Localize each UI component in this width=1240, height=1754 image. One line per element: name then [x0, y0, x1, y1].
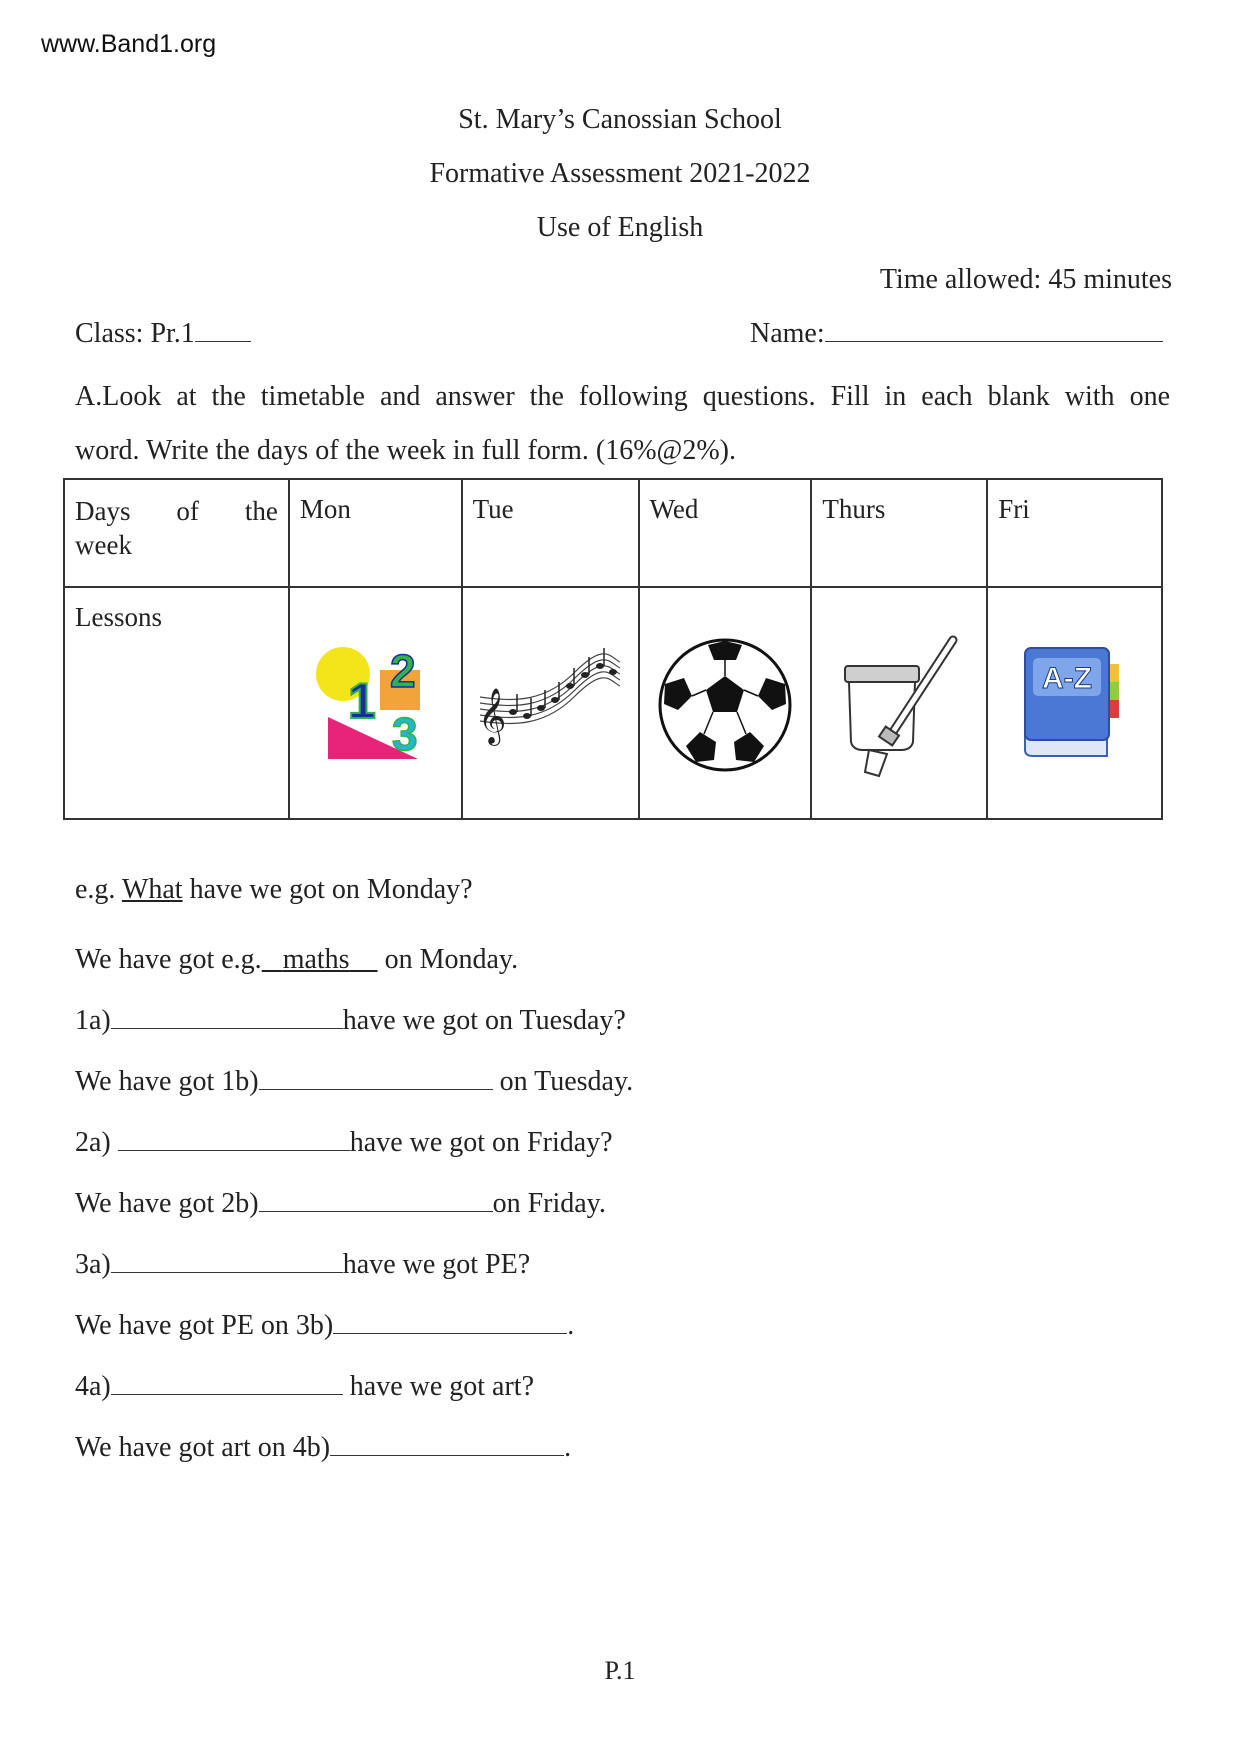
q2b-text: on Friday.: [492, 1188, 606, 1219]
q3b-label: We have got PE on 3b): [75, 1310, 334, 1341]
page-number: P.1: [604, 1656, 636, 1685]
q3b-text: .: [567, 1310, 575, 1341]
class-label: Class: Pr.1: [75, 318, 195, 349]
music-notes-icon: [475, 642, 625, 752]
subject-title: Use of English: [536, 212, 704, 243]
name-field: [750, 318, 1163, 350]
school-name: St. Mary’s Canossian School: [458, 104, 782, 135]
paint-brush-icon: [829, 630, 969, 780]
q4b-text: .: [564, 1432, 572, 1463]
question-1a: [75, 1005, 626, 1037]
q2a-blank[interactable]: [118, 1128, 350, 1151]
example-answer-tail: on Monday.: [384, 944, 519, 975]
instructions-line-1: A.Look at the timetable and answer the following questions. Fill in each blank with one: [75, 381, 1170, 412]
instructions-line-2: word. Write the days of the week in full form. (16%@2%).: [75, 435, 736, 466]
q4a-blank[interactable]: [111, 1372, 343, 1395]
q4b-label: We have got art on 4b): [75, 1432, 331, 1463]
q2a-label: 2a): [75, 1127, 111, 1158]
maths-digit-2: 2: [390, 645, 416, 697]
example-rest: have we got on Monday?: [189, 874, 473, 905]
question-1b: [75, 1066, 633, 1098]
site-url: www.Band1.org: [41, 30, 217, 58]
svg-text:𝄞: 𝄞: [478, 688, 507, 744]
days-header-cell: [64, 479, 289, 587]
q1a-text: have we got on Tuesday?: [342, 1005, 626, 1036]
day-cell-mon: Mon: [289, 479, 462, 587]
days-header-text: Days of the: [75, 496, 278, 526]
question-3b: [75, 1310, 574, 1342]
q1b-blank[interactable]: [259, 1067, 493, 1090]
day-cell-wed: Wed: [639, 479, 812, 587]
time-allowed: Time allowed: 45 minutes: [879, 264, 1172, 295]
example-question: [75, 874, 473, 906]
q3a-text: have we got PE?: [342, 1249, 531, 1280]
q1b-text: on Tuesday.: [499, 1066, 634, 1097]
lesson-cell-tue: [462, 587, 639, 819]
q4a-label: 4a): [75, 1371, 111, 1402]
day-cell-fri: Fri: [987, 479, 1162, 587]
example-word: What: [121, 874, 183, 905]
dictionary-book-icon: [1015, 642, 1135, 762]
assessment-title: Formative Assessment 2021-2022: [429, 158, 811, 189]
class-field: [75, 318, 251, 350]
day-cell-thurs: Thurs: [811, 479, 987, 587]
name-label: Name:: [750, 318, 825, 349]
example-answer: [75, 944, 518, 976]
maths-digit-3: 3: [392, 708, 418, 760]
question-2a: [75, 1127, 613, 1159]
day-cell-tue: Tue: [462, 479, 639, 587]
example-answer-word: [262, 944, 378, 975]
days-header-text-2: week: [75, 530, 132, 560]
q2a-text: have we got on Friday?: [349, 1127, 613, 1158]
q4b-blank[interactable]: [330, 1433, 564, 1456]
lessons-header-cell: Lessons: [64, 587, 289, 819]
q3b-blank[interactable]: [333, 1311, 567, 1334]
instructions: [75, 370, 1170, 478]
example-answer-lead: We have got e.g.: [75, 944, 262, 975]
lesson-cell-wed: [639, 587, 812, 819]
example-answer-word-text: maths: [282, 944, 350, 975]
lesson-cell-fri: [987, 587, 1162, 819]
q2b-label: We have got 2b): [75, 1188, 259, 1219]
football-icon: [656, 636, 794, 774]
lesson-cell-mon: [289, 587, 462, 819]
timetable-days-row: [64, 479, 1162, 587]
question-2b: [75, 1188, 606, 1220]
q2b-blank[interactable]: [259, 1189, 493, 1212]
class-blank[interactable]: [195, 319, 251, 342]
example-prefix: e.g.: [75, 874, 116, 905]
book-cover-text: A-Z: [1041, 662, 1092, 695]
q4a-text: have we got art?: [349, 1371, 535, 1402]
q1a-label: 1a): [75, 1005, 111, 1036]
maths-digit-1: 1: [348, 673, 377, 729]
maths-numbers-icon: [310, 642, 440, 772]
q1a-blank[interactable]: [111, 1006, 343, 1029]
q1b-label: We have got 1b): [75, 1066, 259, 1097]
timetable: [63, 478, 1163, 820]
q3a-blank[interactable]: [111, 1250, 343, 1273]
lesson-cell-thurs: [811, 587, 987, 819]
question-4b: [75, 1432, 571, 1464]
timetable-lessons-row: [64, 587, 1162, 819]
question-3a: [75, 1249, 530, 1281]
name-blank[interactable]: [825, 319, 1163, 342]
q3a-label: 3a): [75, 1249, 111, 1280]
question-4a: [75, 1371, 534, 1403]
